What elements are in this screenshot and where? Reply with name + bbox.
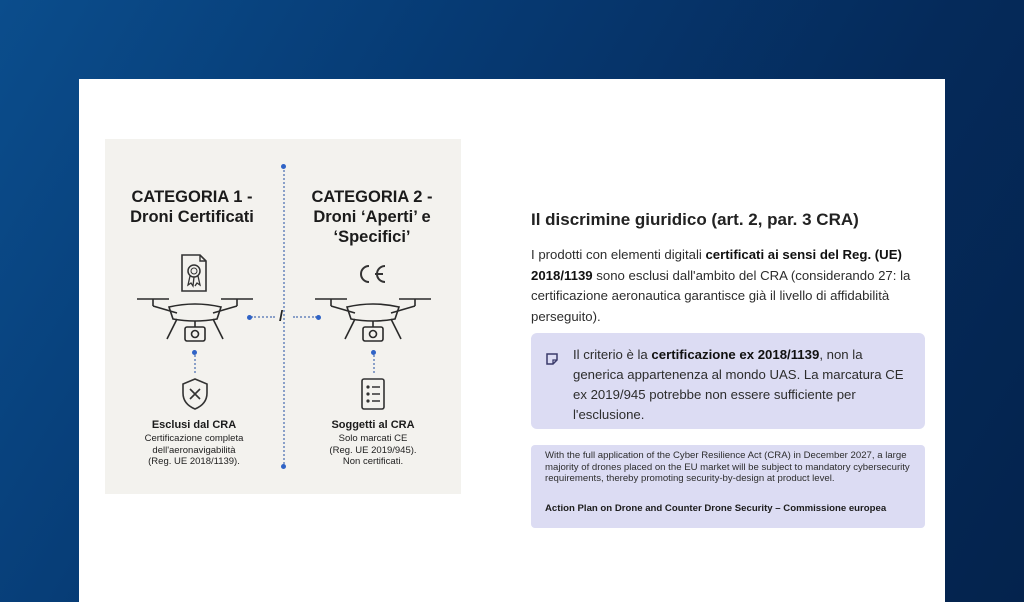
quote-text: With the full application of the Cyber Resilience Act (CRA) in December 2027, a large majority of drones placed on the EU market will be subject to mandatory cybersecurity requirements, thereby promoting security-by-design at product level. [545,450,910,485]
body-paragraph: I prodotti con elementi digitali certificati ai sensi del Reg. (UE) 2018/1139 sono esclusi dall'ambito del CRA (considerando 27: la certificazione aeronautica garantisce già il livello di affidabilità perseguito). [531,247,911,324]
certificate-document-icon [179,253,209,293]
callout-box [531,333,925,429]
category-2-title: CATEGORIA 2 - Droni ‘Aperti’ e ‘Specifici’ [311,188,433,246]
connector-left [251,316,275,318]
slide [79,79,945,602]
divider-dot-bottom [281,464,286,469]
shield-x-icon [180,377,210,411]
ce-mark-icon [355,263,389,285]
quote-box [531,445,925,528]
connector-dot-right [316,315,321,320]
category-2-description: Solo marcati CE (Reg. UE 2019/945). Non certificati. [329,433,417,467]
drone-icon-2 [311,293,435,353]
stem-dot-right [371,350,376,355]
category-1-title: CATEGORIA 1 - Droni Certificati [130,188,254,226]
divider-dot-top [281,164,286,169]
category-illustration [105,139,461,494]
divider-slash: / [279,308,284,325]
note-icon [545,352,559,366]
category-2-label: Soggetti al CRA [331,419,415,431]
stem-dot-left [192,350,197,355]
category-1-label: Esclusi dal CRA [151,419,237,431]
vertical-divider [283,166,285,468]
quote-source: Action Plan on Drone and Counter Drone Security – Commissione europea [545,503,887,514]
category-1-description: Certificazione completa dell'aeronavigabilità (Reg. UE 2018/1139). [144,433,244,467]
checklist-icon [359,377,387,411]
drone-icon [133,293,257,353]
connector-right [293,316,317,318]
section-heading: Il discrimine giuridico (art. 2, par. 3 CRA) [531,210,859,229]
connector-dot-left [247,315,252,320]
callout-text: Il criterio è la certificazione ex 2018/1139, non la generica appartenenza al mondo UAS. La marcatura CE ex 2019/945 potrebbe non essere sufficiente per l'esclusione. [573,347,904,422]
